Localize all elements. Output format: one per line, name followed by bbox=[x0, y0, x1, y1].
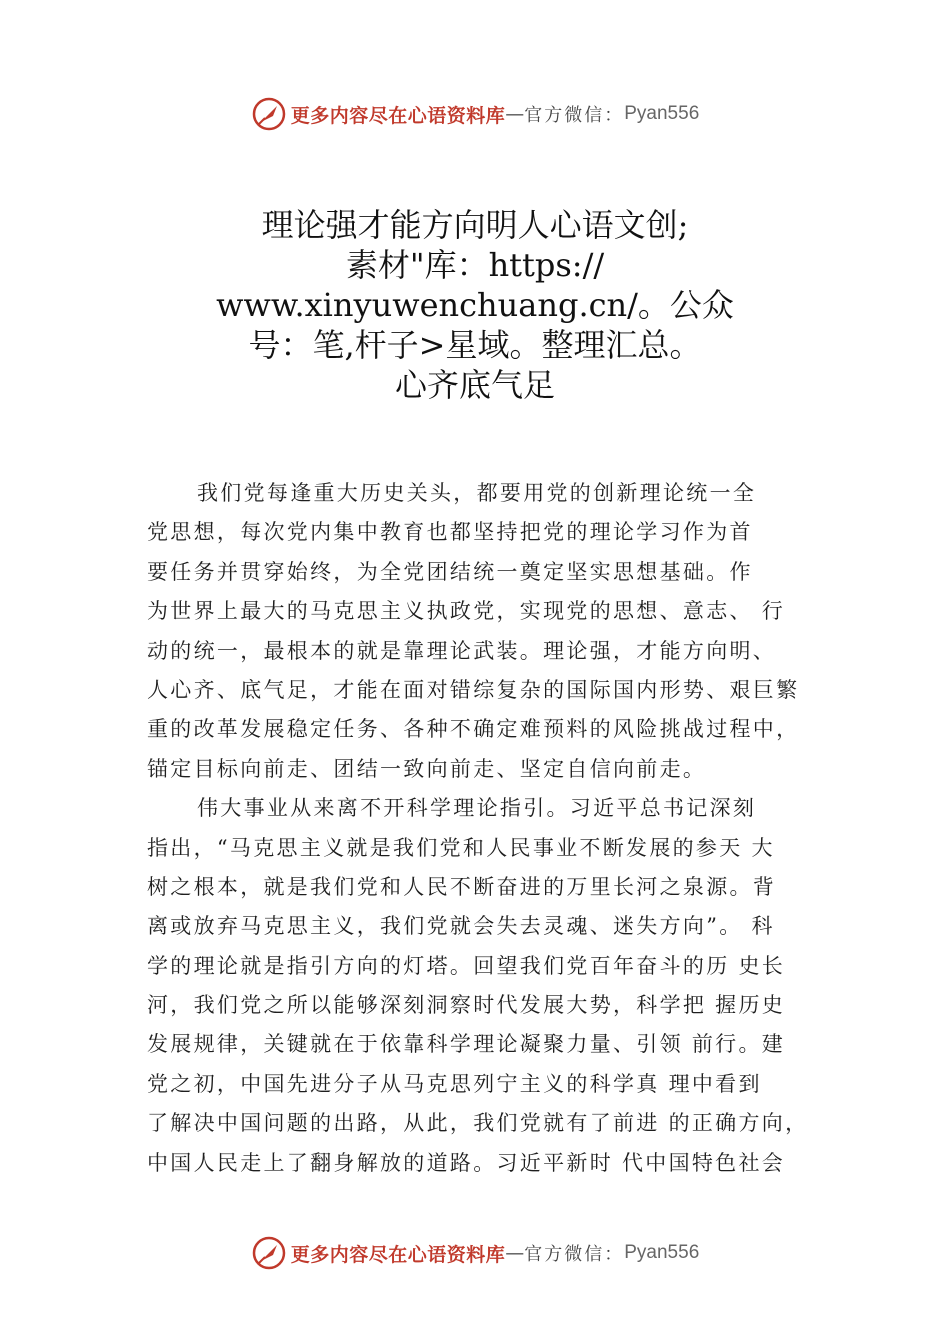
header-banner bbox=[0, 94, 950, 134]
body-line: 为世界上最大的马克思主义执政党，实现党的思想、意志、 行 bbox=[147, 599, 786, 624]
body-line: 了解决中国问题的出路，从此，我们党就有了前进 的正确方向， bbox=[147, 1111, 809, 1136]
document-title bbox=[175, 205, 775, 405]
banner-brand-text: 更多内容尽在心语资料库 bbox=[290, 1243, 506, 1266]
banner-separator: — bbox=[505, 1242, 525, 1264]
body-line: 中国人民走上了翻身解放的道路。习近平新时 代中国特色社会 bbox=[147, 1150, 786, 1175]
body-line: 重的改革发展稳定任务、各种不确定难预料的风险挑战过程中， bbox=[147, 717, 800, 742]
body-line: 发展规律，关键就在于依靠科学理论凝聚力量、引领 前行。建 bbox=[147, 1032, 786, 1057]
title-line: 理论强才能方向明人心语文创; bbox=[261, 206, 689, 244]
body-line: 伟大事业从来离不开科学理论指引。习近平总书记深刻 bbox=[197, 796, 757, 821]
body-line: 锚定目标向前走、团结一致向前走、坚定自信向前走。 bbox=[147, 756, 707, 781]
title-line: 心齐底气足 bbox=[394, 366, 555, 404]
title-line: 号：笔,杆子>星域。整理汇总。 bbox=[248, 326, 702, 364]
body-line: 党思想，每次党内集中教育也都坚持把党的理论学习作为首 bbox=[147, 520, 753, 545]
title-line: www.xinyuwenchuang.cn/。公众 bbox=[216, 286, 734, 324]
document-body bbox=[147, 474, 837, 1183]
body-line: 人心齐、底气足，才能在面对错综复杂的国际国内形势、艰巨繁 bbox=[147, 677, 800, 702]
body-line: 学的理论就是指引方向的灯塔。回望我们党百年奋斗的历 史长 bbox=[147, 953, 786, 978]
banner-wechat-id: Pyan556 bbox=[624, 1242, 700, 1263]
banner-separator: — bbox=[505, 103, 525, 125]
footer-banner bbox=[0, 1233, 950, 1273]
body-line: 树之根本，就是我们党和人民不断奋进的万里长河之泉源。背 bbox=[147, 874, 777, 899]
banner-wechat-id: Pyan556 bbox=[624, 103, 700, 124]
banner-brand-text: 更多内容尽在心语资料库 bbox=[290, 104, 506, 127]
body-line: 指出，“马克思主义就是我们党和人民事业不断发展的参天 大 bbox=[147, 835, 775, 860]
body-line: 离或放弃马克思主义，我们党就会失去灵魂、迷失方向”。 科 bbox=[147, 914, 775, 939]
title-line: 素材"库：https:// bbox=[345, 246, 605, 284]
body-line: 动的统一，最根本的就是靠理论武装。理论强，才能方向明、 bbox=[147, 638, 777, 663]
banner-wechat-label: 官方微信： bbox=[524, 1244, 625, 1265]
quill-logo-icon bbox=[251, 1235, 287, 1271]
body-line: 河，我们党之所以能够深刻洞察时代发展大势，科学把 握历史 bbox=[147, 993, 786, 1018]
body-line: 我们党每逢重大历史关头，都要用党的创新理论统一全 bbox=[197, 481, 757, 505]
body-line: 要任务并贯穿始终，为全党团结统一奠定坚实思想基础。作 bbox=[147, 559, 753, 584]
body-line: 党之初，中国先进分子从马克思列宁主义的科学真 理中看到 bbox=[147, 1071, 762, 1096]
quill-logo-icon bbox=[251, 96, 287, 132]
banner-wechat-label: 官方微信： bbox=[524, 105, 625, 126]
